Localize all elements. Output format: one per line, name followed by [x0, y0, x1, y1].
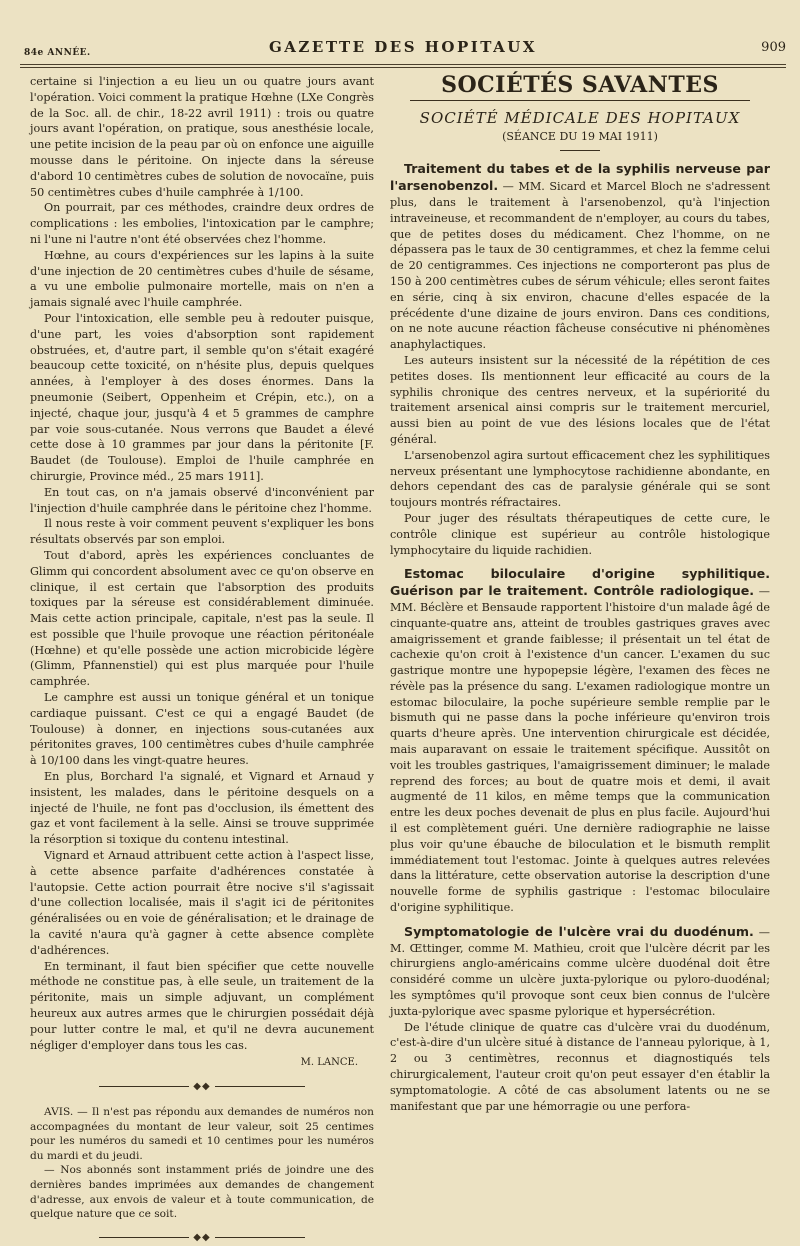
left-paragraph: Le camphre est aussi un tonique général et un tonique cardiaque puissant. C'est ce qui a engagé Baudet (de Toulouse) à donner, en injections sous-cutanées aux péritonites graves, 100 centimètres cubes d'huile camphrée à 10/100 dans les vingt-quatre heures. — [30, 691, 374, 768]
article-lead — [390, 566, 770, 916]
page-number: 909 — [761, 40, 786, 55]
page-header — [20, 34, 786, 64]
article-lead-text: — M. Œttinger, comme M. Mathieu, croit que l'ulcère décrit par les chirurgiens anglo-américains comme ulcère duodénal doit être considéré comme un ulcère juxta-pylorique ou pyloro-duodénal; les symptômes qu'il provoque sont ceux bien connus de l'ulcère juxta-pylorique avec spasme pylorique et hypersécrétion. — [390, 925, 770, 1018]
left-paragraph: En plus, Borchard l'a signalé, et Vignard et Arnaud y insistent, les malades, dans le péritoine desquels on a injecté de l'huile, ne font pas d'occlusion, ils émettent des gaz et vont facilement à la selle. Ainsi se trouve supprimée la résorption si toxique du contenu intestinal. — [30, 770, 374, 847]
article-paragraph: L'arsenobenzol agira surtout efficacement chez les syphilitiques nerveux présentant une lymphocytose rachidienne abondante, en dehors cependant des cas de paralysie générale qui se sont toujours montrés réfractaires. — [390, 448, 770, 510]
article-lead-text: — MM. Sicard et Marcel Bloch ne s'adressent plus, dans le traitement à l'arsenobenzol, qu'à l'injection intraveineuse, et recommandent de n'employer, au cours du tabes, que de petites doses du médicament. Chez l'homme, on ne dépassera pas le taux de 30 centigrammes, et chez la femme celui de 20 centigrammes. Ces injections ne comporteront pas plus de 150 à 200 centimètres cubes de sérum véhicule; elles seront faites en série, cinq à six environ, chacune d'elles espacée de la précédente d'une dizaine de jours environ. Dans ces conditions, on ne note aucune réaction fâcheuse consécutive ni phénomènes anaphylactiques. — [390, 180, 770, 352]
left-paragraph: Hœhne, au cours d'expériences sur les lapins à la suite d'une injection de 20 centimètres cubes d'huile de sésame, a vu une embolie pulmonaire mortelle, mais on n'en a jamais signalé avec l'huile camphrée. — [30, 248, 374, 310]
seance-date: (SÉANCE DU 19 MAI 1911) — [502, 129, 658, 143]
article-title: Traitement du tabes et de la syphilis nerveuse par l'arsenobenzol. — [390, 161, 770, 194]
article-lead — [390, 924, 770, 1020]
author-signature: M. LANCE. — [300, 1057, 358, 1069]
left-paragraph: En tout cas, on n'a jamais observé d'inconvénient par l'injection d'huile camphrée dans le péritoine chez l'homme. — [30, 485, 374, 515]
ornament-divider: ◆◆ — [30, 1079, 374, 1095]
article-lead — [390, 161, 770, 353]
article-paragraph: De l'étude clinique de quatre cas d'ulcère vrai du duodénum, c'est-à-dire d'un ulcère situé à distance de l'anneau pylorique, à 1, 2 ou 3 centimètres, reconnus et diagnostiqués tels chirurgicalement, l'auteur croit qu'on peut essayer d'en établir la symptomatologie. A côté de cas absolument latents ou ne se manifestant que par une hémorragie ou une perfora- — [390, 1020, 770, 1113]
header-rule-top — [20, 64, 786, 65]
ornament-divider-bottom: ◆◆ — [30, 1230, 374, 1246]
header-rule-bottom — [20, 67, 786, 68]
notice-paragraph: AVIS. — Il n'est pas répondu aux demandes de numéros non accompagnées du montant de leur valeur, soit 25 centimes pour les numéros du samedi et 10 centimes pour les numéros du mardi et du jeudi. — [30, 1106, 374, 1162]
section-rule — [410, 100, 750, 101]
short-rule — [560, 150, 600, 151]
left-paragraph: Tout d'abord, après les expériences concluantes de Glimm qui concordent absolument avec ce qu'on observe en clinique, il est certain que l'absorption des produits toxiques par la séreuse est considérablement diminuée. Mais cette action principale, capitale, n'est pas la seule. Il est possible que l'huile provoque une réaction péritonéale (Hœhne) et qu'elle possède une action microbicide légère (Glimm, Pfannenstiel) qui est plus marquée pour l'huile camphrée. — [30, 548, 374, 689]
left-paragraph: Pour l'intoxication, elle semble peu à redouter puisque, d'une part, les voies d'absorption sont rapidement obstruées, et, d'autre part, il semble qu'on s'était exagéré beaucoup cette toxicité, on n'hésite plus, depuis quelques années, à l'employer à des doses énormes. Dans la pneumonie (Seibert, Oppenheim et Crépin, etc.), on a injecté, chaque jour, jusqu'à 4 et 5 grammes de camphre par voie sous-cutanée. Nous verrons que Baudet a élevé cette dose à 10 grammes par jour dans la péritonite [F. Baudet (de Toulouse). Emploi de l'huile camphrée en chirurgie, Province méd., 25 mars 1911]. — [30, 311, 374, 483]
article-title: Symptomatologie de l'ulcère vrai du duodénum. — [404, 923, 754, 939]
society-title: SOCIÉTÉ MÉDICALE DES HOPITAUX — [419, 108, 741, 127]
left-paragraph: En terminant, il faut bien spécifier que cette nouvelle méthode ne constitue pas, à elle seule, un traitement de la péritonite, mais un simple adjuvant, un complément heureux aux autres armes que le chirurgien possédait déjà pour lutter contre le mal, et qu'il ne devra aucunement négliger d'employer dans tous les cas. — [30, 959, 374, 1052]
notice-block — [30, 1105, 374, 1222]
right-column — [390, 74, 770, 1135]
article-lead-text: — MM. Béclère et Bensaude rapportent l'histoire d'un malade âgé de cinquante-quatre ans, atteint de troubles gastriques graves avec amaigrissement et grande faiblesse; il présentait un tel état de cachexie qu'on croit à l'existence d'un cancer. L'examen du suc gastrique montre une hypopepsie légère, l'examen des fèces ne révèle pas la présence du sang. L'examen radiologique montre un estomac biloculaire, la poche supérieure semble remplie par le bismuth qui ne passe dans la poche inférieure qu'environ trois quarts d'heure après. Une intervention chirurgicale est décidée, mais auparavant on essaie le traitement spécifique. Aussitôt on voit les troubles gastriques, l'amaigrissement diminuer; le malade reprend des forces; au bout de quatre mois et demi, il avait augmenté de 11 kilos, en même temps que la communication entre les deux poches devenait de plus en plus facile. Aujourd'hui il est complètement guéri. Une dernière radiographie ne laisse plus voir qu'une ébauche de biloculation et le bismuth remplit immédiatement tout l'estomac. Jointe à quelques autres relevées dans la littérature, cette observation autorise la description d'une nouvelle forme de syphilis gastrique : l'estomac biloculaire d'origine syphilitique. — [390, 585, 770, 915]
article-paragraph: Pour juger des résultats thérapeutiques de cette cure, le contrôle clinique est supérieur au contrôle histologique lymphocytaire du liquide rachidien. — [390, 511, 770, 557]
notice-paragraph: — Nos abonnés sont instamment priés de joindre une des dernières bandes imprimées aux demandes de changement d'adresse, aux envois de valeur et à toute communication, de quelque nature que ce soit. — [30, 1164, 374, 1221]
article-paragraph: Les auteurs insistent sur la nécessité de la répétition de ces petites doses. Ils mentionnent leur efficacité au cours de la syphilis chronique des centres nerveux, et la supériorité du traitement arsenical ainsi compris sur le traitement mercuriel, aussi bien au point de vue des lésions locales que de l'état général. — [390, 353, 770, 446]
left-paragraph: Il nous reste à voir comment peuvent s'expliquer les bons résultats observés par son emploi. — [30, 517, 374, 547]
article-title: Estomac biloculaire d'origine syphilitique. Guérison par le traitement. Contrôle radiologique. — [390, 566, 770, 599]
left-paragraph: Vignard et Arnaud attribuent cette action à l'aspect lisse, à cette absence parfaite d'adhérences constatée à l'autopsie. Cette action pourrait être nocive s'il s'agissait d'une collection localisée, mais il s'agit ici de péritonites généralisées ou en voie de généralisation; et le drainage de la cavité n'aura qu'à gagner à cette absence complète d'adhérences. — [30, 849, 374, 957]
left-paragraph: certaine si l'injection a eu lieu un ou quatre jours avant l'opération. Voici comment la pratique Hœhne (LXe Congrès de la Soc. all. de chir., 18-22 avril 1911) : trois ou quatre jours avant l'opération, on pratique, sous anesthésie locale, une petite incision de la peau par où on enfonce une aiguille mousse dans le péritoine. On injecte dans la séreuse d'abord 10 centimètres cubes de solution de novocaïne, puis 50 centimètres cubes d'huile camphrée à 1/100. — [30, 75, 375, 199]
left-paragraph: On pourrait, par ces méthodes, craindre deux ordres de complications : les embolies, l'intoxication par le camphre; ni l'une ni l'autre n'ont été observées chez l'homme. — [30, 201, 374, 246]
journal-title: GAZETTE DES HOPITAUX — [268, 38, 537, 56]
section-title: SOCIÉTÉS SAVANTES — [441, 72, 719, 98]
left-column — [30, 74, 375, 1243]
issue-label: 84e ANNÉE. — [24, 48, 91, 58]
